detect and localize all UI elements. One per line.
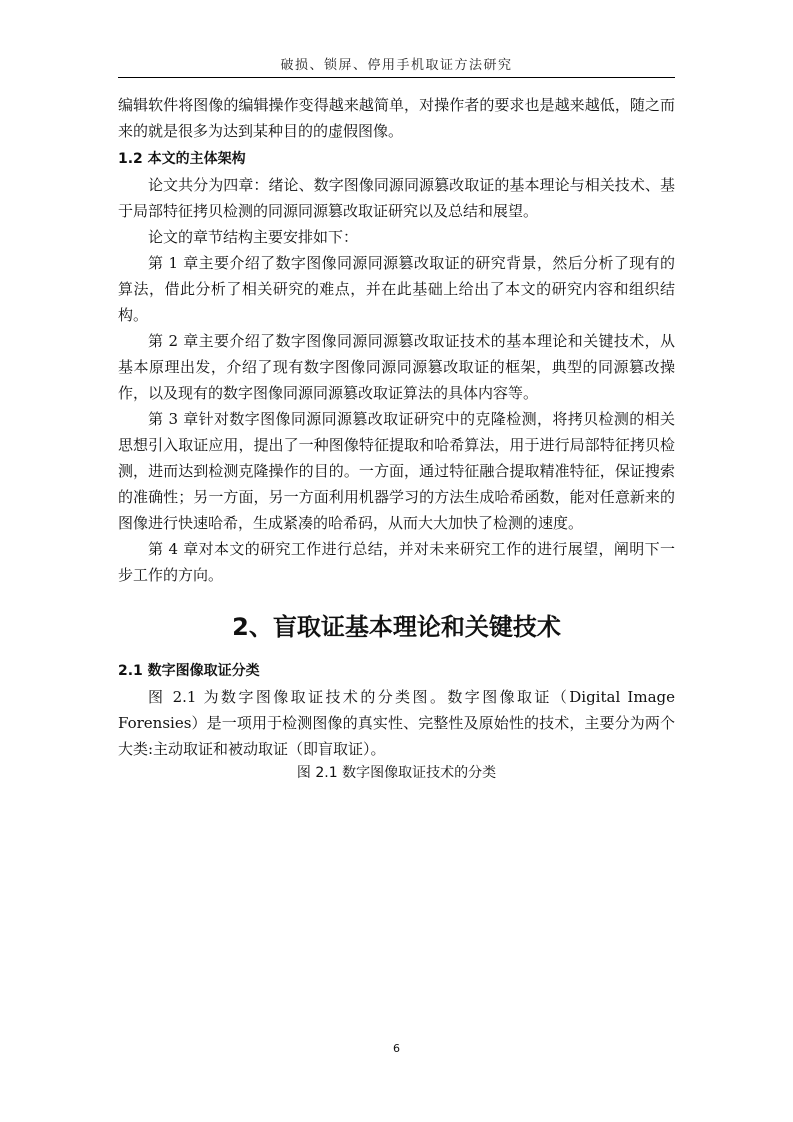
running-header: 破损、锁屏、停用手机取证方法研究 <box>280 58 513 73</box>
paragraph-chapter-1: 第 1 章主要介绍了数字图像同源同源篡改取证的研究背景，然后分析了现有的算法，借此分析了相关研究的难点，并在此基础上给出了本文的研究内容和组织结构。 <box>118 254 675 324</box>
paragraph-2-1: 图 2.1 为数字图像取证技术的分类图。数字图像取证（Digital Image Forensies）是一项用于检测图像的真实性、完整性及原始性的技术，主要分为两个大类:主动取证和被动取证（即盲取证）。 <box>118 688 675 758</box>
page-number: 6 <box>393 1042 400 1055</box>
paragraph-chapter-2: 第 2 章主要介绍了数字图像同源同源篡改取证技术的基本理论和关键技术，从基本原理出发，介绍了现有数字图像同源同源篡改取证的框架，典型的同源篡改操作，以及现有的数字图像同源同源篡改取证算法的具体内容等。 <box>118 332 675 402</box>
paragraph-chapter-3: 第 3 章针对数字图像同源同源篡改取证研究中的克隆检测，将拷贝检测的相关思想引入取证应用，提出了一种图像特征提取和哈希算法，用于进行局部特征拷贝检测，进而达到检测克隆操作的目的。一方面，通过特征融合提取精准特征，保证搜索的准确性；另一方面，另一方面利用机器学习的方法生成哈希函数，能对任意新来的图像进行快速哈希，生成紧凑的哈希码，从而大大加快了检测的速度。 <box>118 410 675 532</box>
figure-caption: 图 2.1 数字图像取证技术的分类 <box>296 765 497 781</box>
page-content <box>118 92 675 784</box>
paragraph-chapter-4: 第 4 章对本文的研究工作进行总结，并对未来研究工作的进行展望，阐明下一步工作的方向。 <box>118 540 675 584</box>
paragraph-overview: 论文共分为四章：绪论、数字图像同源同源篡改取证的基本理论与相关技术、基于局部特征拷贝检测的同源同源篡改取证研究以及总结和展望。 <box>118 176 675 220</box>
section-heading-2-1: 2.1 数字图像取证分类 <box>118 663 260 679</box>
paragraph-structure-intro: 论文的章节结构主要安排如下： <box>148 228 359 246</box>
section-heading-1-2: 1.2 本文的主体架构 <box>118 151 246 167</box>
header-rule <box>118 77 675 78</box>
chapter-2-title: 2、盲取证基本理论和关键技术 <box>232 613 561 641</box>
paragraph-intro: 编辑软件将图像的编辑操作变得越来越简单，对操作者的要求也是越来越低，随之而来的就是很多为达到某种目的的虚假图像。 <box>118 96 675 140</box>
